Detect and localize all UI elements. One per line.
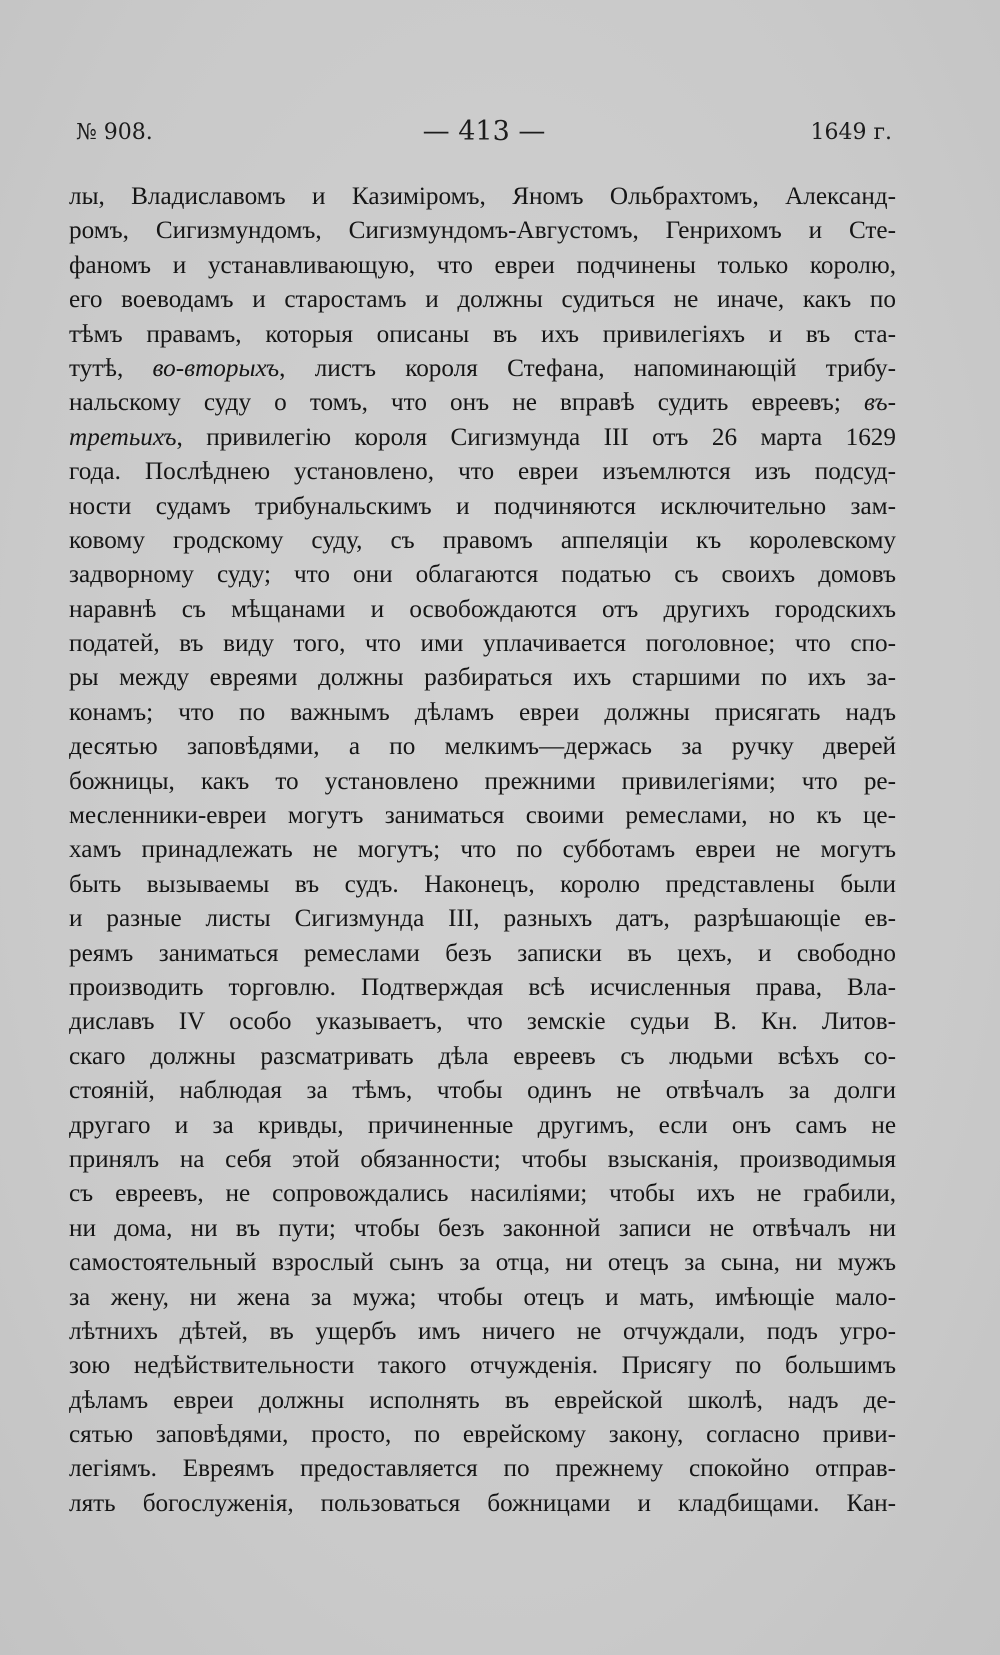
text-line: съ евреевъ, не сопровождались насиліями; чтобы ихъ не грабили,	[69, 1180, 896, 1208]
text-line: тѣмъ правамъ, которыя описаны въ ихъ привилегіяхъ и въ ста-	[69, 320, 896, 348]
text-line: за жену, ни жена за мужа; чтобы отецъ и мать, имѣющіе мало-	[69, 1283, 896, 1311]
text-line: нальскому суду о томъ, что онъ не вправѣ судить евреевъ; въ-	[69, 389, 896, 417]
text-line: легіямъ. Евреямъ предоставляется по прежнему спокойно отправ-	[69, 1455, 896, 1483]
text-line: диславъ IV особо указываетъ, что земскіе судьи В. Кн. Литов-	[69, 1008, 896, 1036]
text-line: фаномъ и устанавливающую, что евреи подчинены только королю,	[69, 251, 896, 279]
italic-text: третьихъ	[69, 423, 177, 451]
text-line: тутѣ, во-вторыхъ, листъ короля Стефана, напоминающій трибу-	[69, 354, 896, 382]
text-line: его воеводамъ и старостамъ и должны судиться не иначе, какъ по	[69, 286, 896, 314]
text-line: быть вызываемы въ судъ. Наконецъ, королю представлены были	[69, 870, 896, 898]
page-number: — 413 —	[422, 116, 546, 147]
text-line: реямъ заниматься ремеслами безъ записки въ цехъ, и свободно	[69, 939, 896, 967]
document-number: № 908.	[76, 120, 153, 145]
text-line: стояній, наблюдая за тѣмъ, чтобы одинъ не отвѣчалъ за долги	[69, 1077, 896, 1105]
text-line: скаго должны разсматривать дѣла евреевъ съ людьми всѣхъ со-	[69, 1042, 896, 1070]
text-line: ры между евреями должны разбираться ихъ старшими по ихъ за-	[69, 664, 896, 692]
year-label: 1649 г.	[810, 120, 892, 145]
text-line: десятью заповѣдями, а по мелкимъ—держась за ручку дверей	[69, 733, 896, 761]
text-line: года. Послѣднею установлено, что евреи изъемлются изъ подсуд-	[69, 458, 896, 486]
italic-text: въ-	[863, 389, 896, 417]
text-line: принялъ на себя этой обязанности; чтобы взысканія, производимыя	[69, 1145, 896, 1173]
text-line: лять богослуженія, пользоваться божницами и кладбищами. Кан-	[69, 1489, 896, 1517]
text-line: божницы, какъ то установлено прежними привилегіями; что ре-	[69, 767, 896, 795]
text-line: производить торговлю. Подтверждая всѣ исчисленныя права, Вла-	[69, 973, 896, 1001]
text-line: дѣламъ евреи должны исполнять въ еврейской школѣ, надъ де-	[69, 1386, 896, 1414]
text-line: задворному суду; что они облагаются податью съ своихъ домовъ	[69, 561, 896, 589]
text-line: конамъ; что по важнымъ дѣламъ евреи должны присягать надъ	[69, 698, 896, 726]
text-line: ромъ, Сигизмундомъ, Сигизмундомъ-Августомъ, Генрихомъ и Сте-	[69, 217, 896, 245]
text-line: другаго и за кривды, причиненные другимъ, если онъ самъ не	[69, 1111, 896, 1139]
page-header	[76, 116, 892, 156]
text-line: третьихъ, привилегію короля Сигизмунда III отъ 26 марта 1629	[69, 423, 896, 451]
text-line: ни дома, ни въ пути; чтобы безъ законной записи не отвѣчалъ ни	[69, 1214, 896, 1242]
text-line: лы, Владиславомъ и Казиміромъ, Яномъ Ольбрахтомъ, Александ-	[69, 183, 896, 210]
text-line: месленники-евреи могутъ заниматься своими ремеслами, но къ це-	[69, 802, 896, 830]
text-line: лѣтнихъ дѣтей, въ ущербъ имъ ничего не отчуждали, подъ угро-	[69, 1317, 896, 1345]
text-line: ности судамъ трибунальскимъ и подчиняются исключительно зам-	[69, 492, 896, 520]
text-line: зою недѣйствительности такого отчужденія. Присягу по большимъ	[69, 1352, 896, 1380]
text-line: ковому гродскому суду, съ правомъ аппеляціи къ королевскому	[69, 526, 896, 554]
text-line: самостоятельный взрослый сынъ за отца, ни отецъ за сына, ни мужъ	[69, 1249, 896, 1277]
text-line: сятью заповѣдями, просто, по еврейскому закону, согласно приви-	[69, 1421, 896, 1449]
text-line: податей, въ виду того, что ими уплачивается поголовное; что спо-	[69, 630, 896, 658]
italic-text: во-вторыхъ	[152, 354, 280, 382]
text-line: хамъ принадлежать не могутъ; что по субботамъ евреи не могутъ	[69, 836, 896, 864]
text-line: и разные листы Сигизмунда III, разныхъ датъ, разрѣшающіе ев-	[69, 905, 896, 933]
body-text	[69, 180, 896, 1521]
text-line: наравнѣ съ мѣщанами и освобождаются отъ другихъ городскихъ	[69, 595, 896, 623]
